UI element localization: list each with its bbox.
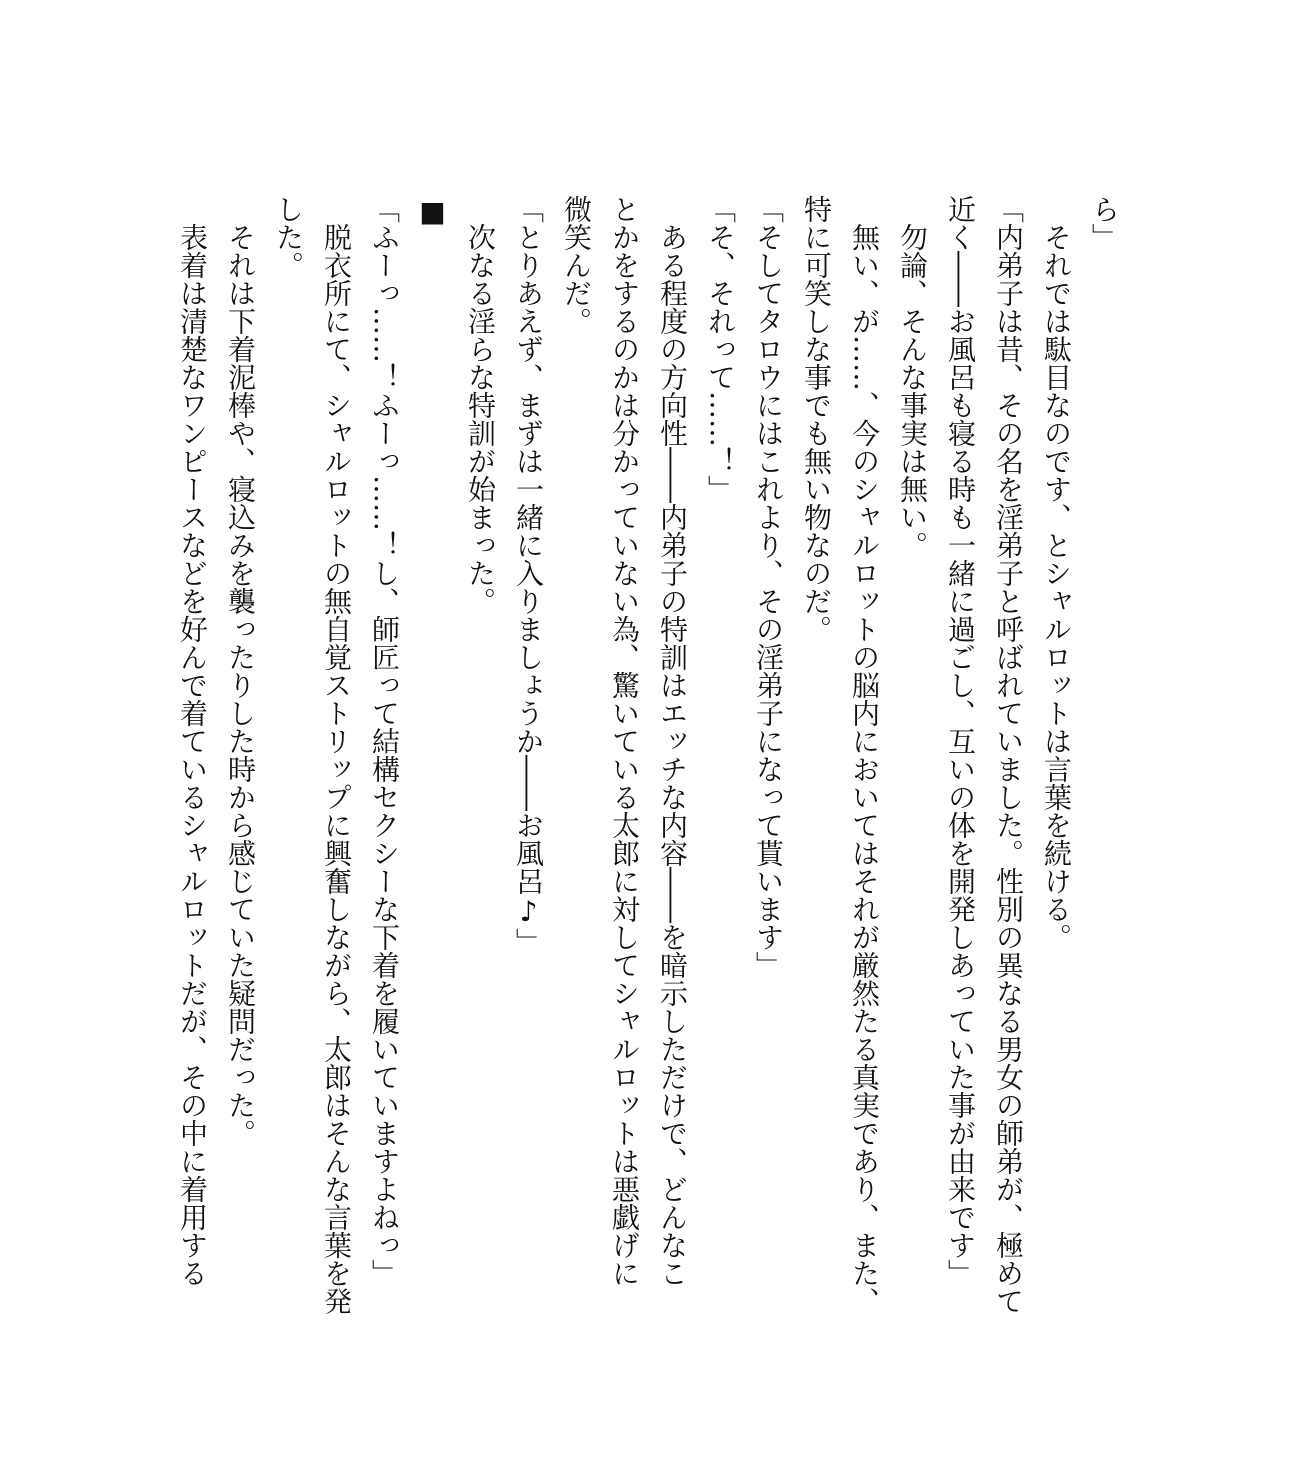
text-line: した。: [272, 195, 305, 279]
text-line: 「内弟子は昔、その名を淫弟子と呼ばれていました。性別の異なる男女の師弟が、極めて: [992, 195, 1025, 1315]
text-line: ら」: [1088, 195, 1121, 251]
text-line: 無い、が……、今のシャルロットの脳内においてはそれが厳然たる真実であり、また、: [848, 195, 881, 1315]
dialogue-line: 「そしてタロウにはこれより、その淫弟子になって貰います」: [752, 195, 785, 979]
dialogue-line: 「ふーっ……！ふーっ……！し、師匠って結構セクシーな下着を履いていますよねっ」: [368, 195, 401, 1287]
dialogue-line: 「とりあえず、まずは一緒に入りましょうか――お風呂♪」: [512, 195, 545, 956]
text-line: 特に可笑しな事でも無い物なのだ。: [800, 195, 833, 643]
text-line: 表着は清楚なワンピースなどを好んで着ているシャルロットだが、その中に着用する: [176, 195, 209, 1287]
text-line: それは下着泥棒や、寝込みを襲ったりした時から感じていた疑問だった。: [224, 195, 257, 1147]
section-divider: ■: [416, 195, 449, 228]
text-line: 近く――お風呂も寝る時も一緒に過ごし、互いの体を開発しあっていた事が由来です」: [944, 195, 977, 1287]
text-line: とかをするのかは分かっていない為、驚いている太郎に対してシャルロットは悪戯げに: [608, 195, 641, 1287]
text-line: 微笑んだ。: [560, 195, 593, 335]
dialogue-line: 「そ、それって……！」: [704, 195, 737, 503]
text-line: ある程度の方向性――内弟子の特訓はエッチな内容――を暗示しただけで、どんなこ: [656, 195, 689, 1287]
text-line: 勿論、そんな事実は無い。: [896, 195, 929, 559]
vertical-text-block: [168, 195, 1128, 1323]
text-line: 脱衣所にて、シャルロットの無自覚ストリップに興奮しながら、太郎はそんな言葉を発: [320, 195, 353, 1315]
text-line: それでは駄目なのです、とシャルロットは言葉を続ける。: [1040, 195, 1073, 951]
text-line: 次なる淫らな特訓が始まった。: [464, 195, 497, 615]
